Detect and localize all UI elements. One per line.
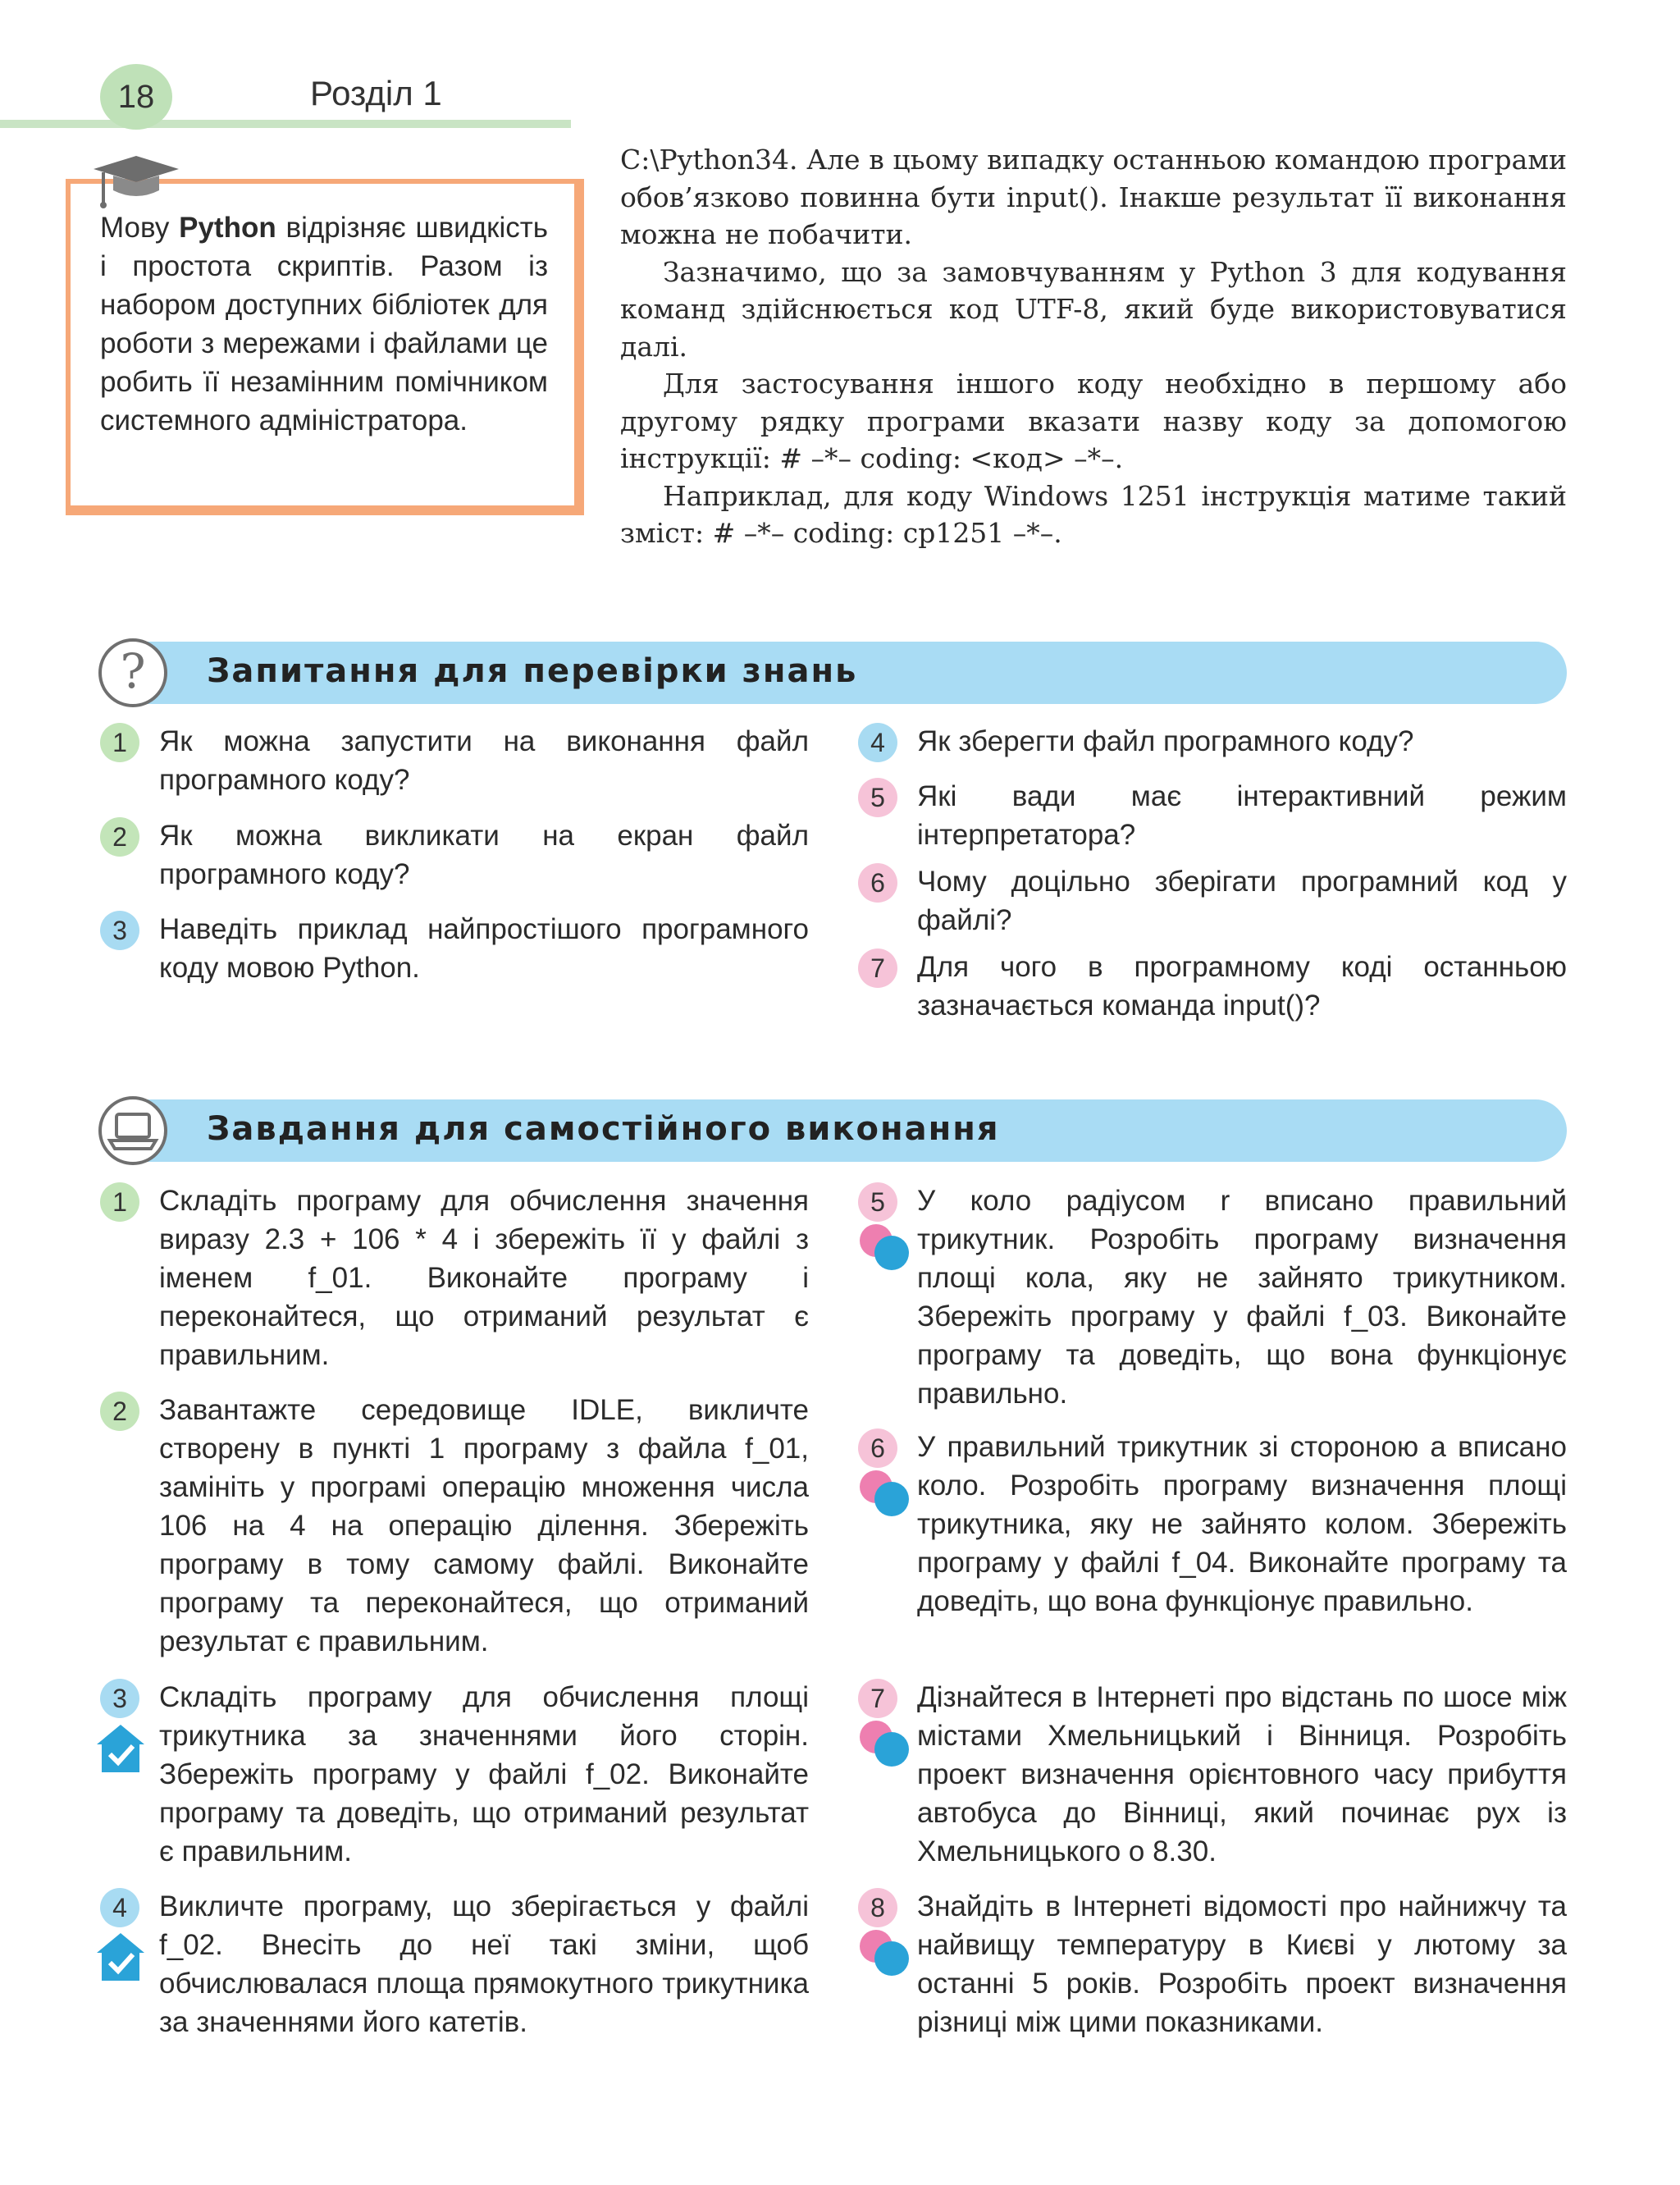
question-number: 6 (858, 863, 897, 903)
task-item: У коло радіусом r вписано правильний трикутник. Розробіть програму визначення площі кола, яку не зайнято трикутником. Збережіть програму у файлі f_03. Виконайте програму та доведіть, що вона функціонує правильно. (917, 1185, 1567, 1410)
task-item: Завантажте середовище IDLE, викличте створену в пункті 1 програму з файла f_01, замініть у програмі операцію множення числа 106 на 4 на операцію ділення. Збережіть програму в тому самому файлі. Виконайте програму та переконайтеся, що отриманий результат є правильним. (159, 1394, 809, 1657)
task-number: 2 (100, 1392, 139, 1431)
question-item: Як можна запустити на виконання файл програмного коду? (159, 725, 809, 796)
task-number: 6 (858, 1428, 897, 1468)
task-number: 5 (858, 1182, 897, 1222)
question-item: Наведіть приклад найпростішого програмного коду мовою Python. (159, 913, 809, 984)
task-number: 1 (100, 1182, 139, 1222)
task-item: Викличте програму, що зберігається у файлі f_02. Внесіть до неї такі зміни, щоб обчислювалася площа прямокутного трикутника за значеннями його катетів. (159, 1890, 809, 2038)
collab-icon (860, 1470, 906, 1516)
svg-text:?: ? (120, 643, 146, 699)
house-check-icon (94, 1721, 148, 1776)
collab-icon (860, 1721, 906, 1767)
section-title: Розділ 1 (310, 74, 442, 112)
question-item: Чому доцільно зберігати програмний код у файлі? (917, 866, 1567, 936)
graduation-cap-icon (90, 151, 180, 217)
house-check-icon (94, 1930, 148, 1984)
task-item: У правильний трикутник зі стороною a вписано коло. Розробіть програму визначення площі трикутника, яку не зайнято колом. Збережіть програму у файлі f_04. Виконайте програму та доведіть, що вона функціонує правильно. (917, 1431, 1567, 1617)
question-number: 2 (100, 817, 139, 857)
task-item: Знайдіть в Інтернеті відомості про найнижчу та найвищу температуру в Києві у лютому за останні 5 років. Розробіть проект визначення різниці між цими показниками. (917, 1890, 1567, 2038)
question-item: Як можна викликати на екран файл програмного коду? (159, 820, 809, 890)
task-number: 4 (100, 1888, 139, 1927)
question-item: Для чого в програмному коді останньою зазначається команда input()? (917, 951, 1567, 1022)
tasks-title: Завдання для самостійного виконання (207, 1110, 1000, 1148)
python-keyword: Python (179, 212, 276, 244)
task-item: Складіть програму для обчислення значення виразу 2.3 + 106 * 4 і збережіть її у файлі з іменем f_01. Виконайте програму і переконайтеся, що отриманий результат є правильним. (159, 1185, 809, 1371)
task-number: 7 (858, 1679, 897, 1718)
paragraph: Зазначимо, що за замовчуванням у Python 3 для кодування команд здійснюється код UTF-8, який буде використовуватися далі. (620, 255, 1567, 363)
sidebar-note (66, 179, 584, 515)
question-mark-icon (98, 638, 167, 707)
paragraph: Наприклад, для коду Windows 1251 інструкція матиме такий зміст: # –*– coding: cp1251 –*–. (620, 479, 1567, 549)
header-rule (0, 120, 571, 128)
collab-icon (860, 1930, 906, 1976)
task-item: Складіть програму для обчислення площі трикутника за значеннями його сторін. Збережіть програму у файлі f_02. Виконайте програму та доведіть, що отриманий результат є правильним. (159, 1681, 809, 1867)
paragraph: Для застосування іншого коду необхідно в першому або другому рядку програми вказати назву коду за допомогою інструкції: # –*– coding: <код> –*–. (620, 368, 1567, 474)
task-number: 3 (100, 1679, 139, 1718)
question-number: 3 (100, 911, 139, 950)
laptop-icon (98, 1096, 167, 1165)
question-item: Які вади має інтерактивний режим інтерпретатора? (917, 780, 1567, 851)
paragraph: C:\Python34. Але в цьому випадку останньою командою програми обов’язково повинна бути input(). Інакше результат її виконання можна не побачити. (620, 144, 1567, 250)
question-number: 1 (100, 723, 139, 762)
collab-icon (860, 1224, 906, 1270)
task-number: 8 (858, 1888, 897, 1927)
task-item: Дізнайтеся в Інтернеті про відстань по шосе між містами Хмельницький і Вінниця. Розробіть проект визначення орієнтовного часу прибуття автобуса до Вінниці, який починає рух із Хмельницького о 8.30. (917, 1681, 1567, 1867)
question-number: 7 (858, 949, 897, 988)
question-number: 4 (858, 723, 897, 762)
page-number: 18 (100, 64, 172, 130)
question-item: Як зберегти файл програмного коду? (917, 725, 1414, 757)
questions-title: Запитання для перевірки знань (207, 652, 858, 690)
main-text (620, 141, 1567, 552)
sidebar-text: Мову Python відрізняє швидкість і простота скриптів. Разом із набором доступних бібліотек для роботи з мережами і файлами це робить її незамінним помічником системного адміністратора. (100, 212, 549, 437)
question-number: 5 (858, 778, 897, 817)
